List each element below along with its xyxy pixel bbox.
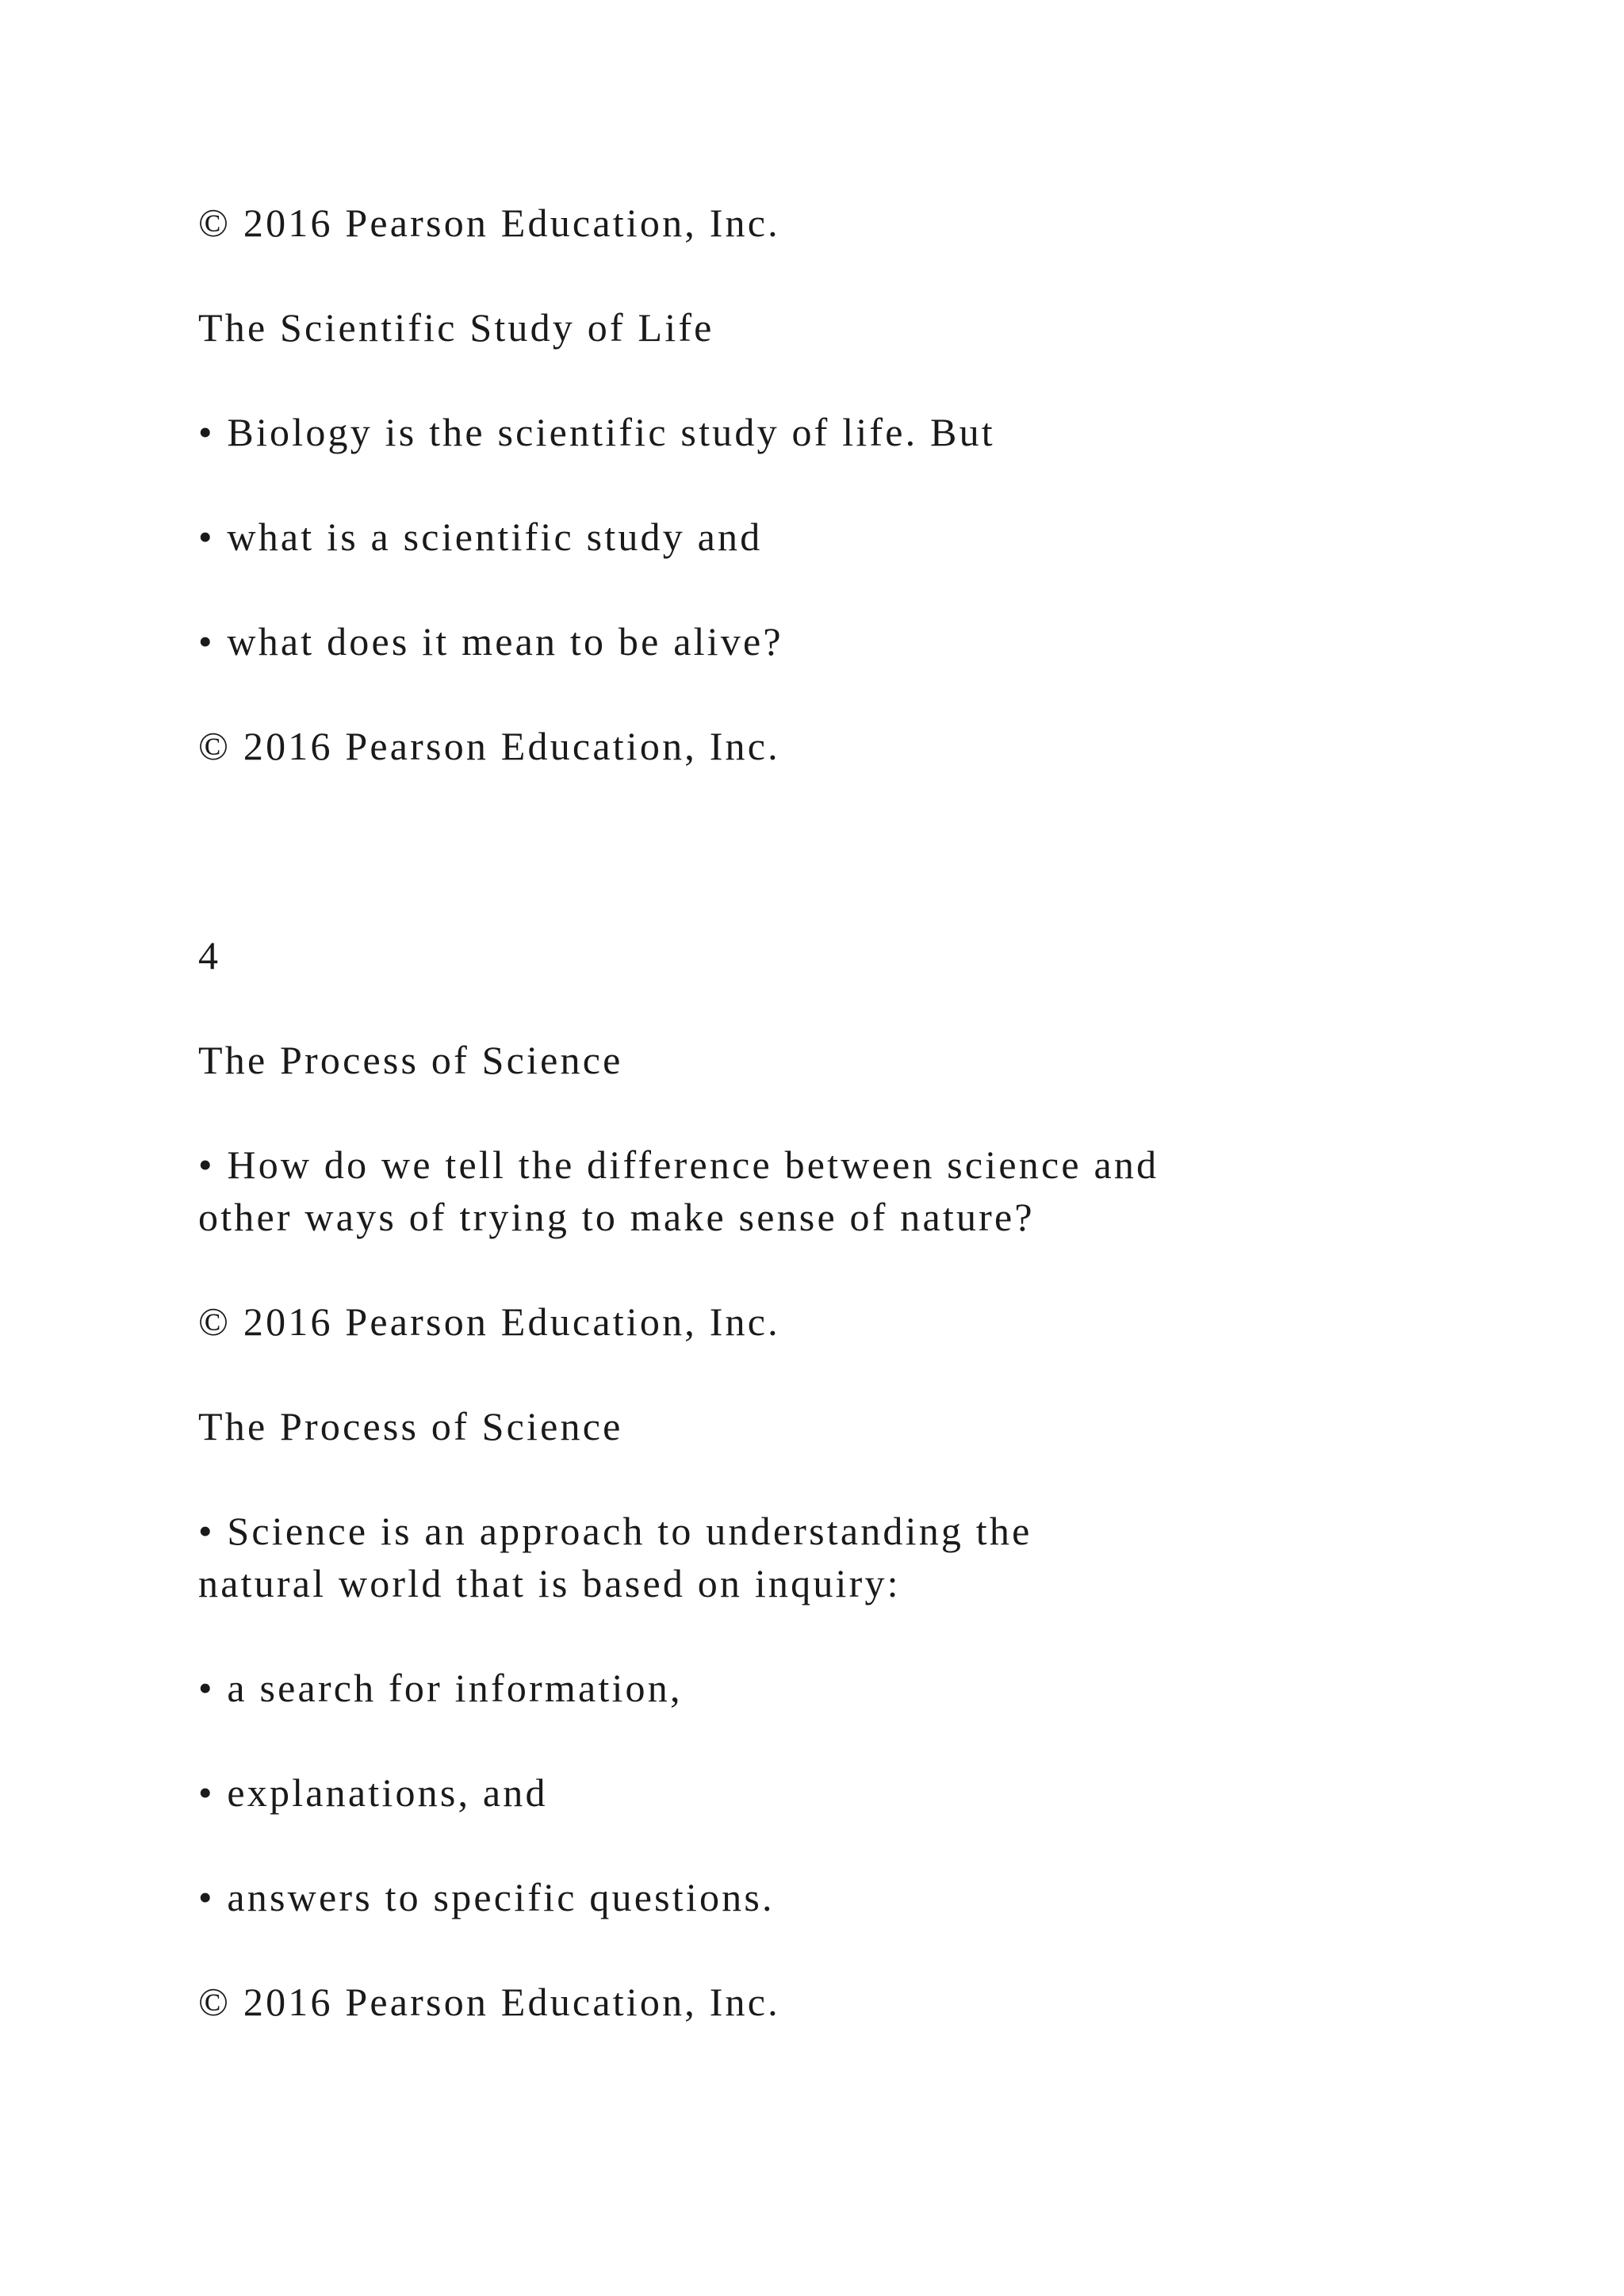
section-heading: The Process of Science <box>198 1038 623 1082</box>
copyright-notice: © 2016 Pearson Education, Inc. <box>198 1299 780 1344</box>
bullet-line: • Science is an approach to understanding the <box>198 1509 1032 1553</box>
page-number: 4 <box>198 933 221 978</box>
bullet-item: • a search for information, <box>198 1666 683 1710</box>
copyright-notice: © 2016 Pearson Education, Inc. <box>198 724 780 768</box>
bullet-item <box>198 1505 1032 1609</box>
bullet-line: • How do we tell the difference between science and <box>198 1142 1159 1187</box>
bullet-line: other ways of trying to make sense of nature? <box>198 1195 1035 1239</box>
bullet-item <box>198 1138 1159 1243</box>
section-heading: The Process of Science <box>198 1404 623 1448</box>
bullet-item: • explanations, and <box>198 1770 548 1815</box>
bullet-line: natural world that is based on inquiry: <box>198 1561 901 1605</box>
bullet-item: • answers to specific questions. <box>198 1875 775 1919</box>
bullet-item: • what is a scientific study and <box>198 515 763 559</box>
bullet-item: • Biology is the scientific study of life. But <box>198 410 995 454</box>
copyright-notice: © 2016 Pearson Education, Inc. <box>198 1980 780 2024</box>
section-heading: The Scientific Study of Life <box>198 305 714 350</box>
copyright-notice: © 2016 Pearson Education, Inc. <box>198 201 780 245</box>
bullet-item: • what does it mean to be alive? <box>198 619 783 664</box>
